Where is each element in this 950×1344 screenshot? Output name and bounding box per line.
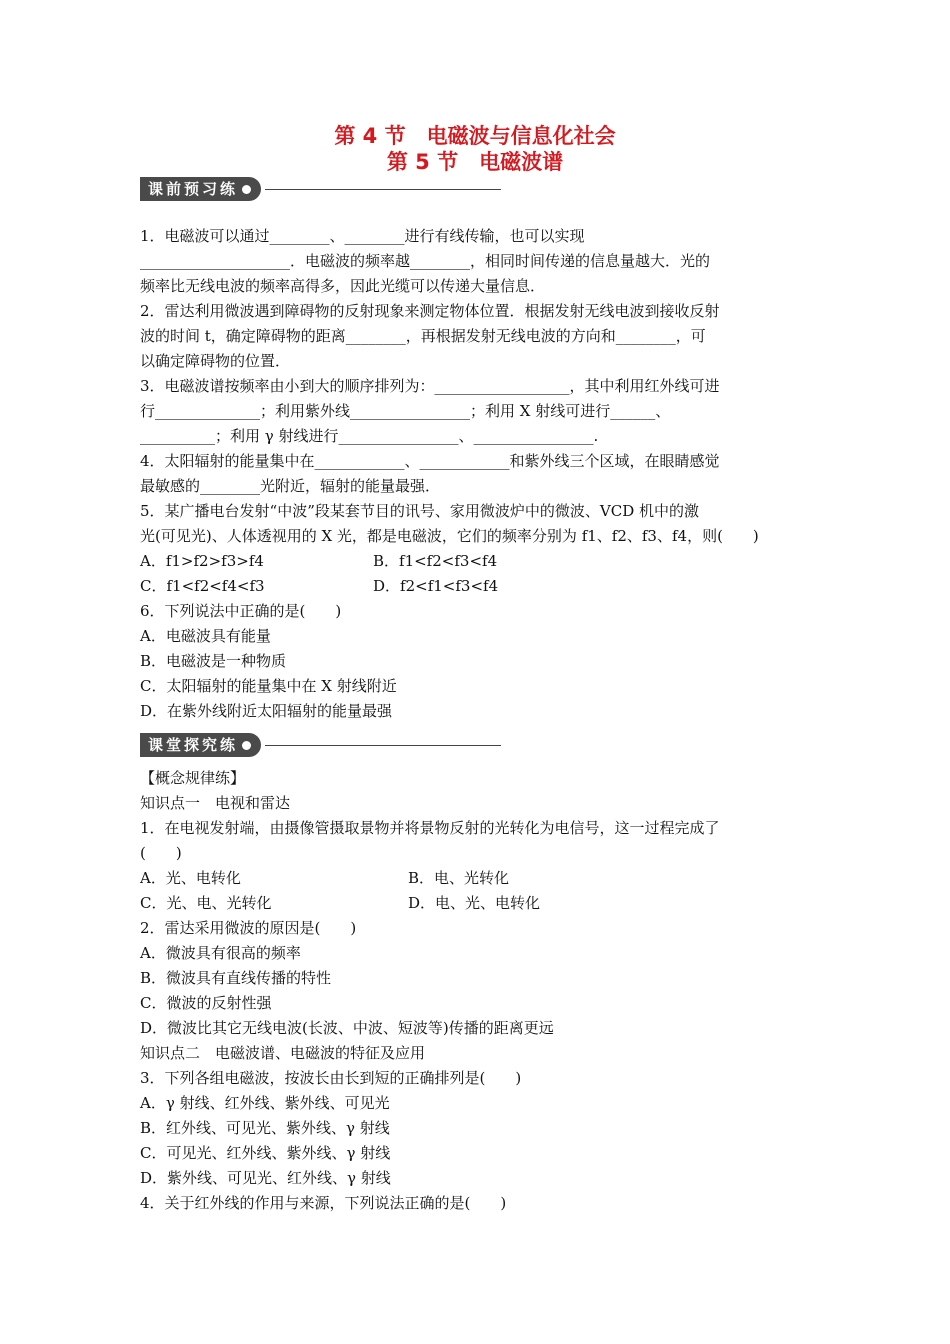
option-a: A．f1>f2>f3>f4 <box>140 552 264 570</box>
question-line: 4．关于红外线的作用与来源，下列说法正确的是( ) <box>140 1194 507 1212</box>
option-line: D．微波比其它无线电波(长波、中波、短波等)传播的距离更远 <box>140 1019 554 1037</box>
option-line: D．在紫外线附近太阳辐射的能量最强 <box>140 702 393 720</box>
option-d: D．电、光、电转化 <box>408 894 541 912</box>
text-line: 行______________；利用紫外线________________；利用 X 射线可进行______、 <box>140 402 671 420</box>
text-line: 2．雷达利用微波遇到障碍物的反射现象来测定物体位置．根据发射无线电波到接收反射 <box>140 302 720 320</box>
dot-icon <box>242 185 251 194</box>
option-row <box>140 549 820 574</box>
text-line: 5．某广播电台发射“中波”段某套节目的讯号、家用微波炉中的微波、VCD 机中的激 <box>140 502 699 520</box>
option-line: A．微波具有很高的频率 <box>140 944 301 962</box>
option-line: B．电磁波是一种物质 <box>140 652 287 670</box>
option-row <box>140 891 820 916</box>
option-d: D．f2<f1<f3<f4 <box>373 577 499 595</box>
option-c: C．f1<f2<f4<f3 <box>140 577 265 595</box>
option-line: C．可见光、红外线、紫外线、γ 射线 <box>140 1144 391 1162</box>
banner-rule <box>265 745 501 746</box>
option-line: B．红外线、可见光、紫外线、γ 射线 <box>140 1119 390 1137</box>
question-line: 6．下列说法中正确的是( ) <box>140 602 342 620</box>
knowledge-point: 知识点一 电视和雷达 <box>140 794 291 812</box>
option-line: B．微波具有直线传播的特性 <box>140 969 332 987</box>
knowledge-point: 知识点二 电磁波谱、电磁波的特征及应用 <box>140 1044 426 1062</box>
preview-practice-banner <box>140 176 501 202</box>
banner-label: 课堂探究练 <box>148 736 239 754</box>
section-heading: 【概念规律练】 <box>140 769 246 787</box>
question-line: 2．雷达采用微波的原因是( ) <box>140 919 357 937</box>
text-line: 频率比无线电波的频率高得多，因此光缆可以传递大量信息． <box>140 277 546 295</box>
question-line: 1．在电视发射端，由摄像管摄取景物并将景物反射的光转化为电信号，这一过程完成了 <box>140 819 720 837</box>
banner-tag <box>140 177 261 201</box>
option-line: C．太阳辐射的能量集中在 X 射线附近 <box>140 677 397 695</box>
option-b: B．f1<f2<f3<f4 <box>373 552 498 570</box>
option-line: C．微波的反射性强 <box>140 994 272 1012</box>
question-line: ( ) <box>140 844 182 862</box>
option-a: A．光、电转化 <box>140 869 241 887</box>
option-line: D．紫外线、可见光、红外线、γ 射线 <box>140 1169 391 1187</box>
section-title-5: 第 5 节 电磁波谱 <box>386 150 564 174</box>
classroom-practice-banner <box>140 732 501 758</box>
option-row <box>140 574 820 599</box>
question-line: 3．下列各组电磁波，按波长由长到短的正确排列是( ) <box>140 1069 522 1087</box>
option-row <box>140 866 820 891</box>
text-line: 1．电磁波可以通过________、________进行有线传输，也可以实现 <box>140 227 585 245</box>
preview-section <box>140 224 820 724</box>
banner-tag <box>140 733 261 757</box>
text-line: 4．太阳辐射的能量集中在____________、____________和紫外线三个区域，在眼睛感觉 <box>140 452 720 470</box>
option-line: A．γ 射线、红外线、紫外线、可见光 <box>140 1094 390 1112</box>
text-line: __________；利用 γ 射线进行________________、________________. <box>140 427 599 445</box>
option-b: B．电、光转化 <box>408 869 510 887</box>
section-title-4: 第 4 节 电磁波与信息化社会 <box>334 124 616 148</box>
banner-label: 课前预习练 <box>148 180 239 198</box>
text-line: 光(可见光)、人体透视用的 X 光，都是电磁波，它们的频率分别为 f1、f2、f3、f4，则( ) <box>140 527 759 545</box>
classroom-section <box>140 766 820 1216</box>
option-c: C．光、电、光转化 <box>140 894 272 912</box>
text-line: 波的时间 t，确定障碍物的距离________，再根据发射无线电波的方向和________，可 <box>140 327 706 345</box>
option-line: A．电磁波具有能量 <box>140 627 271 645</box>
dot-icon <box>242 741 251 750</box>
text-line: 以确定障碍物的位置． <box>140 352 291 370</box>
text-line: 3．电磁波谱按频率由小到大的顺序排列为：__________________，其中利用红外线可进 <box>140 377 720 395</box>
banner-rule <box>265 189 501 190</box>
text-line: ____________________．电磁波的频率越________，相同时间传递的信息量越大．光的 <box>140 252 711 270</box>
text-line: 最敏感的________光附近，辐射的能量最强． <box>140 477 441 495</box>
